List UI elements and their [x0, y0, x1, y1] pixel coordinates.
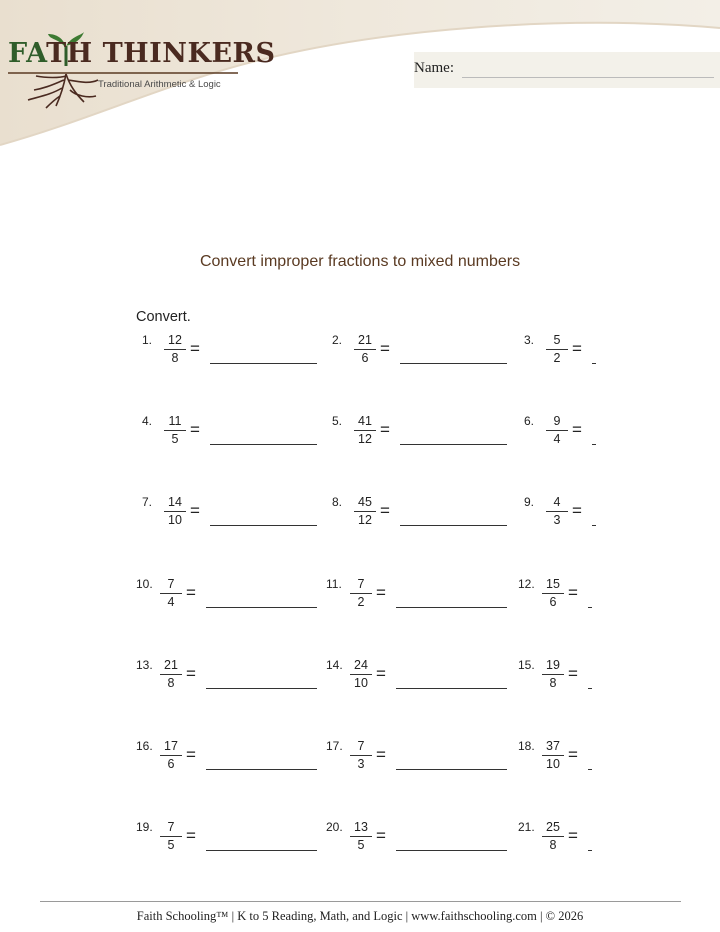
- fraction-numerator: 9: [553, 414, 561, 428]
- fraction-denominator: 6: [167, 757, 175, 771]
- name-field-background: [414, 52, 720, 88]
- fraction: [350, 658, 372, 691]
- brand-text-part1: FA: [8, 38, 47, 69]
- fraction-numerator: 11: [168, 414, 182, 428]
- worksheet-instruction: Convert.: [136, 309, 191, 325]
- problem-number: 3.: [524, 333, 535, 347]
- footer-divider: [40, 901, 681, 902]
- name-label: Name:: [414, 60, 454, 76]
- answer-line[interactable]: [396, 769, 507, 770]
- equals-sign: =: [190, 501, 200, 520]
- problem-number: 21.: [518, 820, 535, 834]
- fraction-bar: [350, 674, 372, 675]
- fraction: [546, 333, 568, 366]
- fraction: [546, 495, 568, 528]
- answer-line[interactable]: [588, 850, 592, 851]
- fraction-numerator: 13: [354, 820, 368, 834]
- equals-sign: =: [568, 745, 578, 764]
- fraction: [542, 739, 564, 772]
- answer-line[interactable]: [396, 688, 507, 689]
- name-input-line[interactable]: [462, 77, 714, 78]
- fraction-denominator: 8: [549, 838, 557, 852]
- fraction-denominator: 10: [546, 757, 560, 771]
- equals-sign: =: [572, 339, 582, 358]
- problem-number: 15.: [518, 658, 535, 672]
- fraction-numerator: 14: [168, 495, 182, 509]
- equals-sign: =: [380, 420, 390, 439]
- fraction-denominator: 10: [354, 676, 368, 690]
- equals-sign: =: [376, 583, 386, 602]
- problem-number: 14.: [326, 658, 343, 672]
- fraction-bar: [160, 836, 182, 837]
- fraction-bar: [542, 593, 564, 594]
- fraction-bar: [542, 755, 564, 756]
- fraction-denominator: 5: [357, 838, 365, 852]
- fraction: [164, 333, 186, 366]
- fraction-numerator: 17: [164, 739, 178, 753]
- fraction-numerator: 45: [358, 495, 372, 509]
- answer-line[interactable]: [400, 525, 507, 526]
- problem-number: 9.: [524, 495, 535, 509]
- fraction-bar: [546, 511, 568, 512]
- fraction: [354, 414, 376, 447]
- answer-line[interactable]: [396, 850, 507, 851]
- fraction-denominator: 12: [358, 432, 372, 446]
- fraction-numerator: 15: [546, 577, 560, 591]
- fraction: [350, 577, 372, 610]
- fraction-bar: [546, 430, 568, 431]
- equals-sign: =: [376, 745, 386, 764]
- answer-line[interactable]: [588, 607, 592, 608]
- answer-line[interactable]: [588, 688, 592, 689]
- answer-line[interactable]: [206, 688, 317, 689]
- fraction-denominator: 8: [171, 351, 179, 365]
- fraction-bar: [160, 755, 182, 756]
- fraction-bar: [546, 349, 568, 350]
- problem-number: 18.: [518, 739, 535, 753]
- problem-number: 12.: [518, 577, 535, 591]
- fraction-denominator: 6: [361, 351, 369, 365]
- fraction-denominator: 12: [358, 513, 372, 527]
- equals-sign: =: [190, 420, 200, 439]
- fraction: [542, 820, 564, 853]
- fraction: [350, 739, 372, 772]
- equals-sign: =: [568, 664, 578, 683]
- fraction-denominator: 2: [553, 351, 561, 365]
- fraction-numerator: 7: [357, 739, 365, 753]
- equals-sign: =: [572, 501, 582, 520]
- answer-line[interactable]: [592, 363, 596, 364]
- answer-line[interactable]: [396, 607, 507, 608]
- fraction-numerator: 7: [167, 577, 175, 591]
- problem-number: 17.: [326, 739, 343, 753]
- equals-sign: =: [572, 420, 582, 439]
- fraction-denominator: 3: [553, 513, 561, 527]
- fraction: [164, 414, 186, 447]
- problem-number: 20.: [326, 820, 343, 834]
- equals-sign: =: [190, 339, 200, 358]
- equals-sign: =: [380, 501, 390, 520]
- fraction: [160, 820, 182, 853]
- equals-sign: =: [376, 664, 386, 683]
- problem-number: 5.: [332, 414, 343, 428]
- problem-number: 6.: [524, 414, 535, 428]
- equals-sign: =: [568, 583, 578, 602]
- problem-number: 1.: [142, 333, 153, 347]
- fraction-bar: [354, 511, 376, 512]
- fraction-bar: [542, 674, 564, 675]
- fraction-numerator: 21: [164, 658, 178, 672]
- answer-line[interactable]: [592, 525, 596, 526]
- brand-wordmark: [8, 38, 275, 69]
- fraction-bar: [354, 430, 376, 431]
- fraction-bar: [542, 836, 564, 837]
- equals-sign: =: [380, 339, 390, 358]
- problem-number: 13.: [136, 658, 153, 672]
- fraction-numerator: 7: [167, 820, 175, 834]
- equals-sign: =: [186, 664, 196, 683]
- fraction-denominator: 4: [167, 595, 175, 609]
- fraction-bar: [350, 593, 372, 594]
- fraction-numerator: 25: [546, 820, 560, 834]
- equals-sign: =: [186, 583, 196, 602]
- problem-number: 2.: [332, 333, 343, 347]
- fraction-denominator: 2: [357, 595, 365, 609]
- answer-line[interactable]: [210, 363, 317, 364]
- equals-sign: =: [568, 826, 578, 845]
- fraction-numerator: 5: [553, 333, 561, 347]
- fraction-denominator: 8: [167, 676, 175, 690]
- fraction-denominator: 10: [168, 513, 182, 527]
- answer-line[interactable]: [210, 444, 317, 445]
- fraction: [164, 495, 186, 528]
- fraction-bar: [354, 349, 376, 350]
- fraction-numerator: 41: [358, 414, 372, 428]
- answer-line[interactable]: [206, 607, 317, 608]
- fraction-bar: [350, 836, 372, 837]
- fraction-numerator: 12: [168, 333, 182, 347]
- fraction-bar: [160, 593, 182, 594]
- fraction-numerator: 21: [358, 333, 372, 347]
- fraction-denominator: 5: [171, 432, 179, 446]
- fraction-denominator: 6: [549, 595, 557, 609]
- equals-sign: =: [376, 826, 386, 845]
- fraction: [354, 333, 376, 366]
- problem-number: 10.: [136, 577, 153, 591]
- equals-sign: =: [186, 745, 196, 764]
- fraction: [160, 739, 182, 772]
- equals-sign: =: [186, 826, 196, 845]
- problem-number: 8.: [332, 495, 343, 509]
- answer-line[interactable]: [400, 444, 507, 445]
- fraction-bar: [164, 430, 186, 431]
- fraction: [160, 658, 182, 691]
- fraction-numerator: 37: [546, 739, 560, 753]
- problem-number: 11.: [326, 577, 342, 591]
- answer-line[interactable]: [210, 525, 317, 526]
- fraction-denominator: 3: [357, 757, 365, 771]
- brand-text-part2: TH THINKERS: [46, 38, 276, 69]
- fraction-denominator: 8: [549, 676, 557, 690]
- problem-number: 19.: [136, 820, 153, 834]
- fraction-denominator: 4: [553, 432, 561, 446]
- answer-line[interactable]: [400, 363, 507, 364]
- fraction: [160, 577, 182, 610]
- fraction-bar: [164, 511, 186, 512]
- fraction-numerator: 19: [546, 658, 560, 672]
- fraction-numerator: 4: [553, 495, 561, 509]
- problem-number: 4.: [142, 414, 153, 428]
- worksheet-title: Convert improper fractions to mixed numbers: [199, 253, 521, 270]
- fraction-bar: [350, 755, 372, 756]
- fraction: [546, 414, 568, 447]
- footer-text: Faith Schooling™ | K to 5 Reading, Math, and Logic | www.faithschooling.com | © 2026: [136, 909, 584, 923]
- fraction-bar: [164, 349, 186, 350]
- fraction: [354, 495, 376, 528]
- fraction-numerator: 7: [357, 577, 365, 591]
- answer-line[interactable]: [592, 444, 596, 445]
- answer-line[interactable]: [206, 769, 317, 770]
- fraction-denominator: 5: [167, 838, 175, 852]
- brand-tagline: Traditional Arithmetic & Logic: [98, 79, 221, 90]
- fraction-bar: [160, 674, 182, 675]
- fraction: [542, 658, 564, 691]
- fraction: [350, 820, 372, 853]
- fraction: [542, 577, 564, 610]
- problem-number: 7.: [142, 495, 153, 509]
- problem-number: 16.: [136, 739, 153, 753]
- answer-line[interactable]: [588, 769, 592, 770]
- fraction-numerator: 24: [354, 658, 368, 672]
- answer-line[interactable]: [206, 850, 317, 851]
